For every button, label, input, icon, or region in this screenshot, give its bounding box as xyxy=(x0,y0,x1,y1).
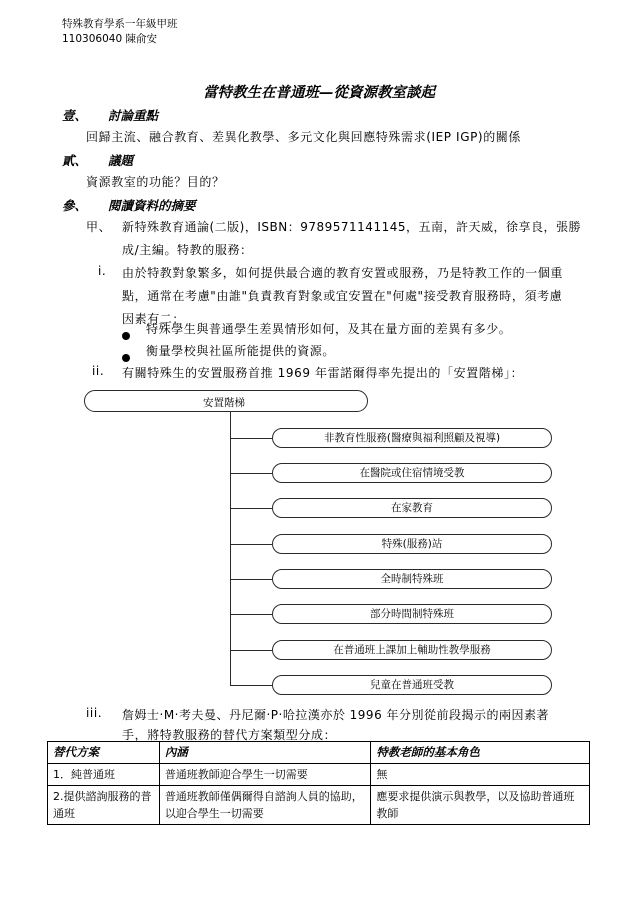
table-cell: 1．純普通班 xyxy=(48,764,160,786)
item-iii-label: iii. xyxy=(86,706,103,720)
section-1-text: 回歸主流、融合教育、差異化教學、多元文化與回應特殊需求(IEP IGP)的關係 xyxy=(86,130,522,144)
section-1-number: 壹、 xyxy=(62,108,88,123)
diagram-branch-6 xyxy=(230,614,272,615)
bullet-text-1: 特殊學生與普通學生差異情形如何，及其在量方面的差異有多少。 xyxy=(146,322,512,336)
table-row xyxy=(48,764,590,786)
header-student: 110306040 陳俞安 xyxy=(62,33,157,45)
section-2-title: 議題 xyxy=(108,153,134,168)
diagram-trunk-line xyxy=(230,412,231,686)
item-a-line1: 新特殊教育通論(二版)，ISBN：9789571141145，五南，許天威，徐享良，張勝 xyxy=(122,220,581,234)
item-i-line3: 因素有二： xyxy=(122,312,186,326)
diagram-branch-8 xyxy=(230,685,272,686)
item-i-label: i. xyxy=(98,264,107,278)
diagram-node-4: 特殊(服務)站 xyxy=(272,534,552,554)
bullet-text-2: 衡量學校與社區所能提供的資源。 xyxy=(146,344,336,358)
table-header-row xyxy=(48,742,590,764)
item-ii-label: ii. xyxy=(92,364,105,378)
item-iii-line1: 詹姆士‧M‧考夫曼、丹尼爾‧P‧哈拉漢亦於 1996 年分別從前段揭示的兩因素著 xyxy=(122,708,550,722)
table-cell: 普通班教師僅偶爾得自諮詢人員的協助，以迎合學生一切需要 xyxy=(159,786,371,825)
section-3-number: 參、 xyxy=(62,198,88,213)
diagram-branch-5 xyxy=(230,579,272,580)
section-3-title: 閱讀資料的摘要 xyxy=(108,198,196,213)
alternatives-table xyxy=(47,741,590,825)
diagram-node-8: 兒童在普通班受教 xyxy=(272,675,552,695)
diagram-branch-2 xyxy=(230,473,272,474)
section-2-number: 貳、 xyxy=(62,153,88,168)
diagram-branch-1 xyxy=(230,438,272,439)
item-i-line1: 由於特教對象繁多，如何提供最合適的教育安置或服務，乃是特教工作的一個重 xyxy=(122,266,564,280)
table-header-cell: 內涵 xyxy=(159,742,371,764)
section-1-title: 討論重點 xyxy=(108,108,159,123)
diagram-node-1: 非教育性服務(醫療與福利照顧及視導) xyxy=(272,428,552,448)
diagram-node-7: 在普通班上課加上輔助性教學服務 xyxy=(272,640,552,660)
diagram-branch-3 xyxy=(230,508,272,509)
item-ii-text: 有關特殊生的安置服務首推 1969 年雷諾爾得率先提出的「安置階梯」： xyxy=(122,366,524,380)
item-a-line2: 成/主編。特教的服務： xyxy=(122,243,253,257)
table-header-cell: 特教老師的基本角色 xyxy=(371,742,590,764)
table-row xyxy=(48,786,590,825)
table-cell: 2.提供諮詢服務的普通班 xyxy=(48,786,160,825)
item-i-line2: 點，通常在考慮"由誰"負責教育對象或宜安置在"何處"接受教育服務時，須考慮 xyxy=(122,289,563,303)
diagram-node-5: 全時制特殊班 xyxy=(272,569,552,589)
bullet-dot-1 xyxy=(122,325,130,344)
diagram-branch-7 xyxy=(230,650,272,651)
table-header-cell: 替代方案 xyxy=(48,742,160,764)
section-2-text: 資源教室的功能？目的？ xyxy=(86,175,225,189)
diagram-node-3: 在家教育 xyxy=(272,498,552,518)
diagram-node-6: 部分時間制特殊班 xyxy=(272,604,552,624)
table-cell: 普通班教師迎合學生一切需要 xyxy=(159,764,371,786)
diagram-branch-4 xyxy=(230,544,272,545)
table-cell: 無 xyxy=(371,764,590,786)
diagram-root-label: 安置階梯 xyxy=(203,397,245,409)
document-title: 當特教生在普通班—從資源教室談起 xyxy=(203,85,435,101)
header-class: 特殊教育學系一年級甲班 xyxy=(62,18,178,30)
item-a-label: 甲、 xyxy=(86,220,112,234)
diagram-node-2: 在醫院或住宿情境受教 xyxy=(272,463,552,483)
diagram-root-node xyxy=(84,390,368,412)
item-iii-line2: 手，將特教服務的替代方案類型分成： xyxy=(122,728,337,742)
table-cell: 應要求提供演示與教學，以及協助普通班教師 xyxy=(371,786,590,825)
